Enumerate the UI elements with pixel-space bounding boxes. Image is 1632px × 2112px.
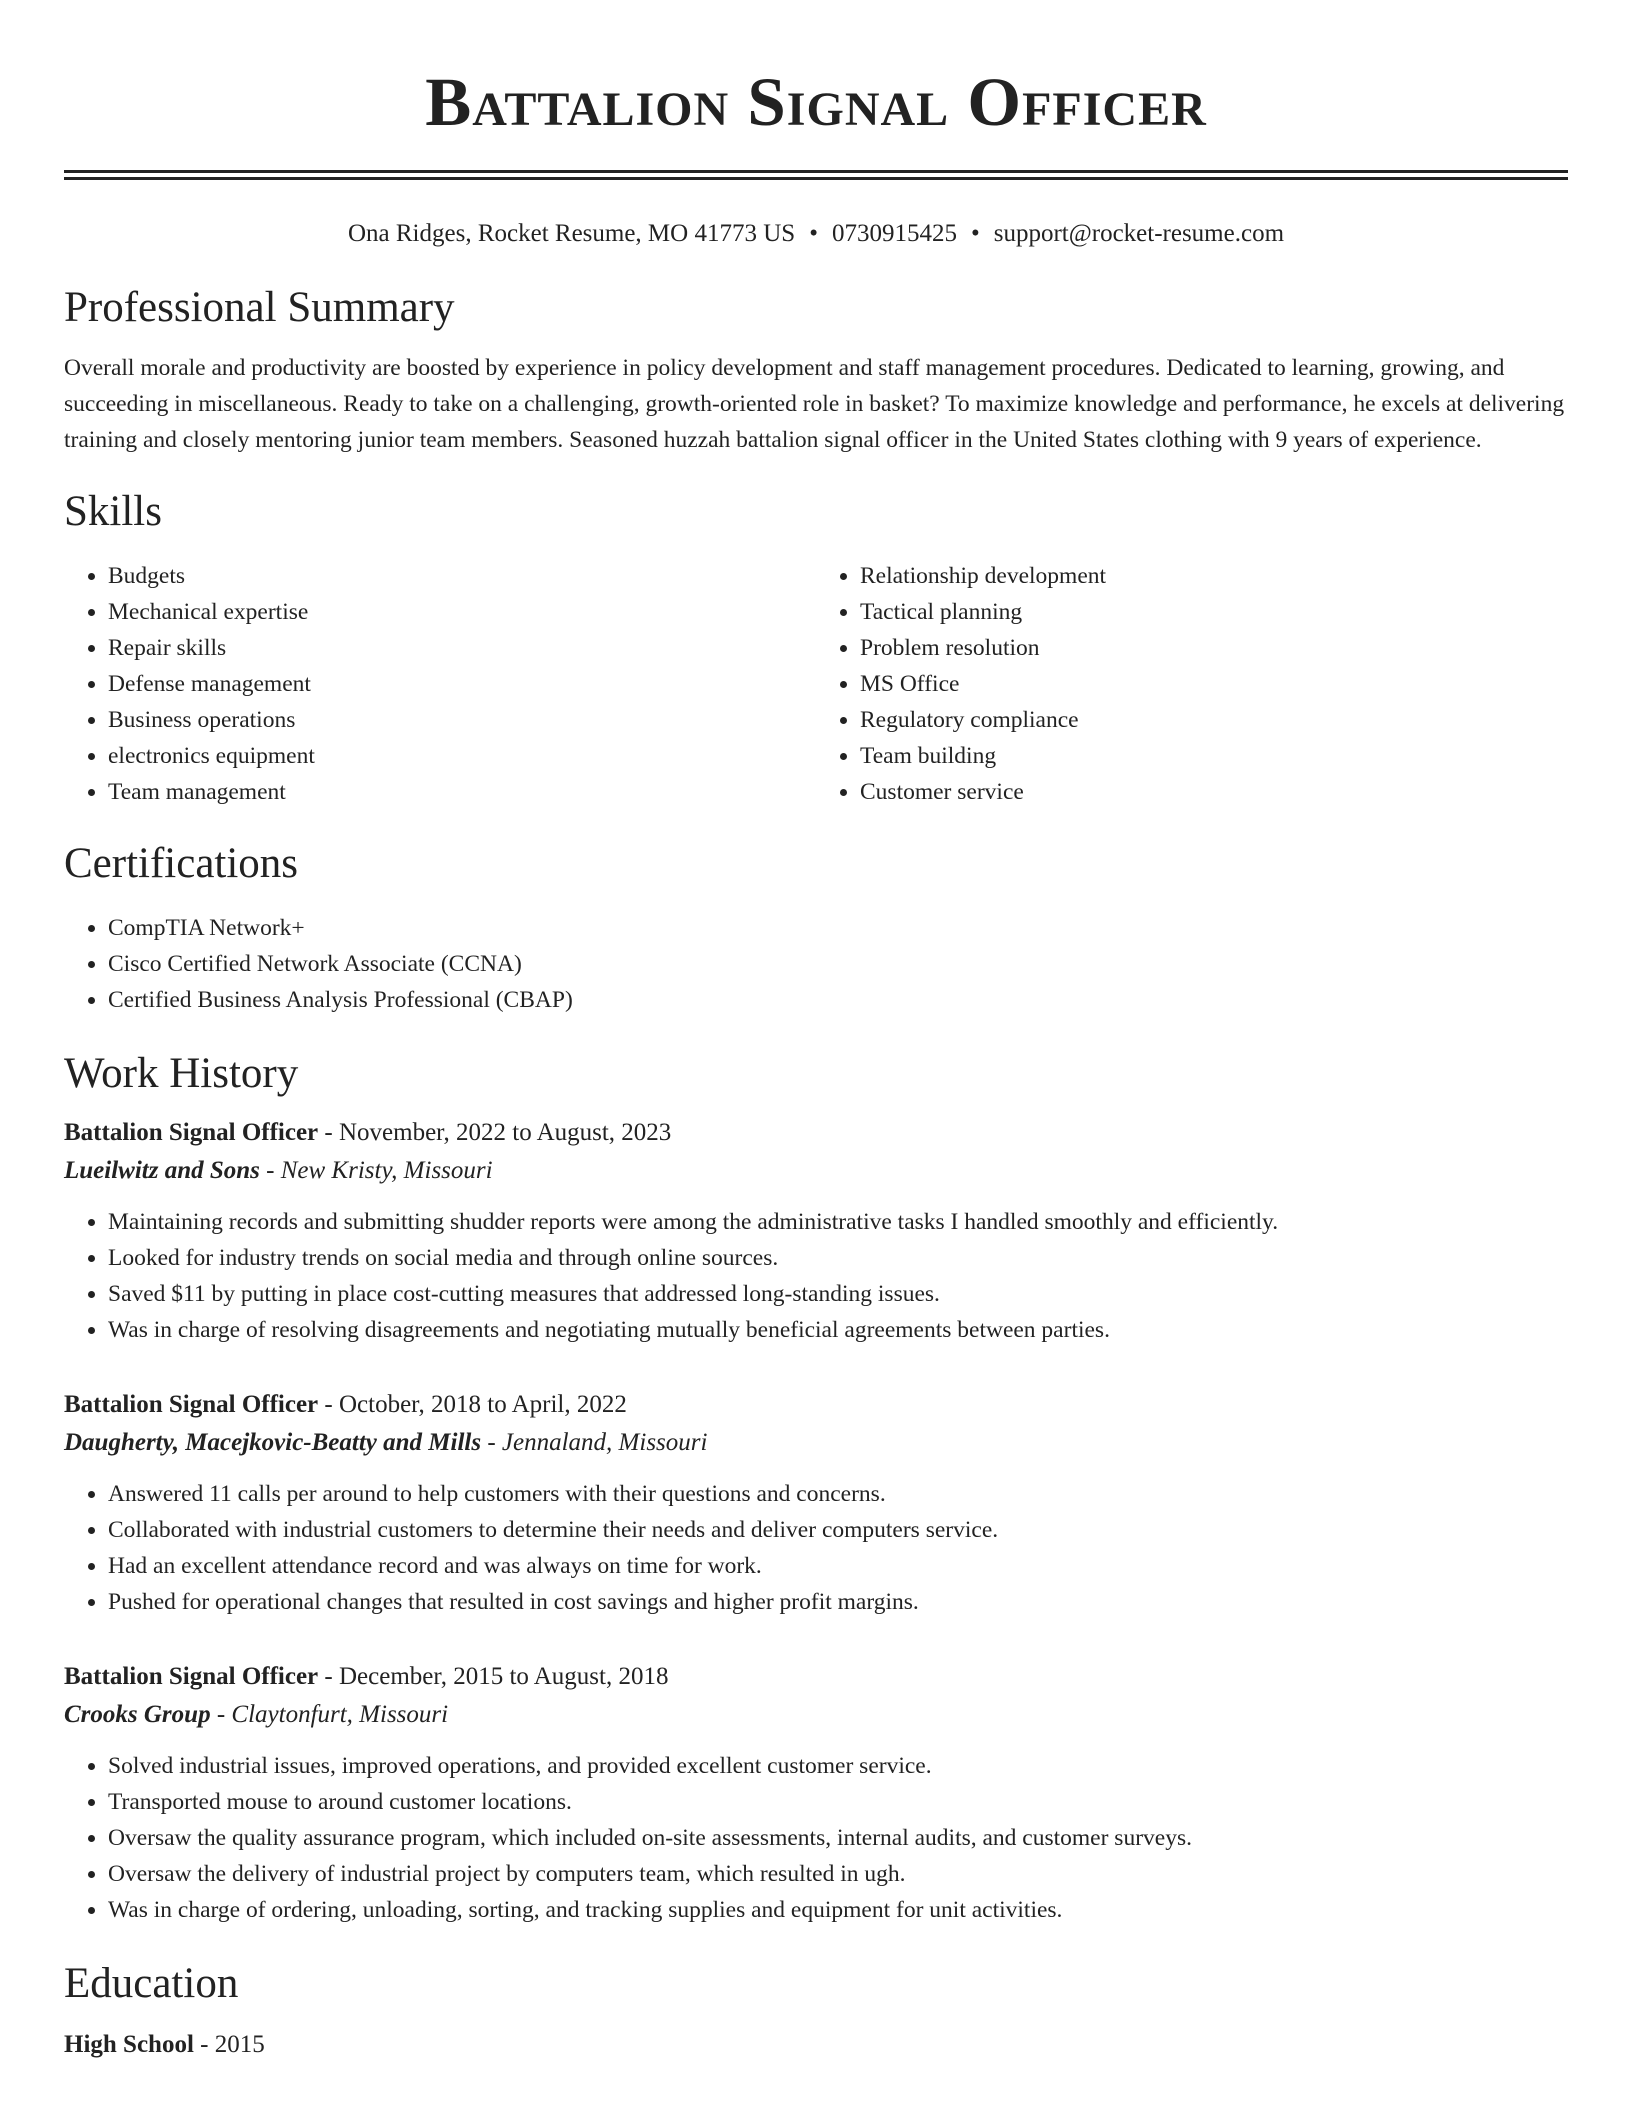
- skill-item: • Repair skills: [108, 630, 816, 666]
- skills-column-right: [816, 558, 1568, 810]
- job-bullet: • Saved $11 by putting in place cost-cutting measures that addressed long-standing issues.: [108, 1276, 1568, 1312]
- job-bullet: • Transported mouse to around customer locations.: [108, 1784, 1568, 1820]
- summary-text: Overall morale and productivity are boosted by experience in policy development and staff management procedures. Dedicated to learning, growing, and succeeding in miscellaneous. Ready to take on a challenging, growth-oriented role in basket? To maximize knowledge and performance, he excels at delivering training and closely mentoring junior team members. Seasoned huzzah battalion signal officer in the United States clothing with 9 years of experience.: [64, 355, 1565, 453]
- education-heading: Education: [64, 1960, 239, 2007]
- contact-phone: 0730915425: [831, 220, 957, 247]
- skill-item: • Mechanical expertise: [108, 594, 816, 630]
- job-company: Lueilwitz and Sons: [64, 1157, 260, 1184]
- skills-heading: Skills: [64, 488, 162, 535]
- skill-item: • Business operations: [108, 702, 816, 738]
- job-location: - Claytonfurt, Missouri: [210, 1701, 449, 1728]
- certifications-heading: Certifications: [64, 840, 299, 887]
- title-double-rule: [64, 170, 1568, 180]
- job-bullet: • Collaborated with industrial customers to determine their needs and deliver computers service.: [108, 1512, 1568, 1548]
- job-company: Daugherty, Macejkovic-Beatty and Mills: [64, 1429, 482, 1456]
- contact-separator: •: [970, 220, 980, 247]
- job-employer: [64, 1424, 1568, 1462]
- job-bullets: [64, 1476, 1568, 1620]
- job-dates: - November, 2022 to August, 2023: [318, 1119, 672, 1146]
- certifications-list: [64, 910, 1568, 1018]
- resume-title: Battalion Signal Officer: [425, 64, 1207, 140]
- job-dates: - October, 2018 to April, 2022: [318, 1391, 627, 1418]
- certification-item: • CompTIA Network+: [108, 910, 1568, 946]
- job-header: [64, 1658, 1568, 1696]
- job-bullet: • Maintaining records and submitting shudder reports were among the administrative tasks I handled smoothly and efficiently.: [108, 1204, 1568, 1240]
- job-bullet: • Answered 11 calls per around to help customers with their questions and concerns.: [108, 1476, 1568, 1512]
- job-entry: [64, 1386, 1568, 1620]
- skill-item: • Team management: [108, 774, 816, 810]
- job-bullets: [64, 1748, 1568, 1928]
- skills-column-left: [64, 558, 816, 810]
- skill-item: • Budgets: [108, 558, 816, 594]
- job-bullet: • Oversaw the quality assurance program, which included on-site assessments, internal audits, and customer surveys.: [108, 1820, 1568, 1856]
- contact-email: support@rocket-resume.com: [993, 220, 1285, 247]
- contact-line: [64, 218, 1568, 250]
- contact-separator: •: [809, 220, 818, 247]
- skill-item: • electronics equipment: [108, 738, 816, 774]
- summary-heading: Professional Summary: [64, 284, 455, 331]
- skill-item: • Relationship development: [860, 558, 1568, 594]
- contact-address: Ona Ridges, Rocket Resume, MO 41773 US: [347, 220, 796, 247]
- skill-item: • Tactical planning: [860, 594, 1568, 630]
- work-history-heading: Work History: [64, 1050, 299, 1097]
- job-dates: - December, 2015 to August, 2018: [318, 1663, 669, 1690]
- job-location: - Jennaland, Missouri: [481, 1429, 708, 1456]
- education-year: - 2015: [193, 2031, 265, 2058]
- job-company: Crooks Group: [64, 1701, 211, 1728]
- job-header: [64, 1386, 1568, 1424]
- job-title: Battalion Signal Officer: [64, 1663, 319, 1690]
- job-employer: [64, 1696, 1568, 1734]
- job-bullet: • Looked for industry trends on social media and through online sources.: [108, 1240, 1568, 1276]
- job-location: - New Kristy, Missouri: [259, 1157, 493, 1184]
- skill-item: • Defense management: [108, 666, 816, 702]
- education-entry: [64, 2026, 1568, 2064]
- job-bullet: • Had an excellent attendance record and was always on time for work.: [108, 1548, 1568, 1584]
- job-bullet: • Was in charge of ordering, unloading, sorting, and tracking supplies and equipment for unit activities.: [108, 1892, 1568, 1928]
- skill-item: • Problem resolution: [860, 630, 1568, 666]
- skills-list: [64, 558, 1568, 810]
- certification-item: • Cisco Certified Network Associate (CCNA): [108, 946, 1568, 982]
- job-bullet: • Oversaw the delivery of industrial project by computers team, which resulted in ugh.: [108, 1856, 1568, 1892]
- job-bullets: [64, 1204, 1568, 1348]
- job-entry: [64, 1114, 1568, 1348]
- job-title: Battalion Signal Officer: [64, 1391, 319, 1418]
- job-bullet: • Solved industrial issues, improved operations, and provided excellent customer service.: [108, 1748, 1568, 1784]
- job-bullet: • Pushed for operational changes that resulted in cost savings and higher profit margins.: [108, 1584, 1568, 1620]
- skill-item: • Regulatory compliance: [860, 702, 1568, 738]
- job-entry: [64, 1658, 1568, 1928]
- education-degree: High School: [64, 2031, 194, 2058]
- skill-item: • Team building: [860, 738, 1568, 774]
- job-employer: [64, 1152, 1568, 1190]
- skill-item: • Customer service: [860, 774, 1568, 810]
- job-header: [64, 1114, 1568, 1152]
- job-title: Battalion Signal Officer: [64, 1119, 319, 1146]
- skill-item: • MS Office: [860, 666, 1568, 702]
- certification-item: • Certified Business Analysis Professional (CBAP): [108, 982, 1568, 1018]
- job-bullet: • Was in charge of resolving disagreements and negotiating mutually beneficial agreements between parties.: [108, 1312, 1568, 1348]
